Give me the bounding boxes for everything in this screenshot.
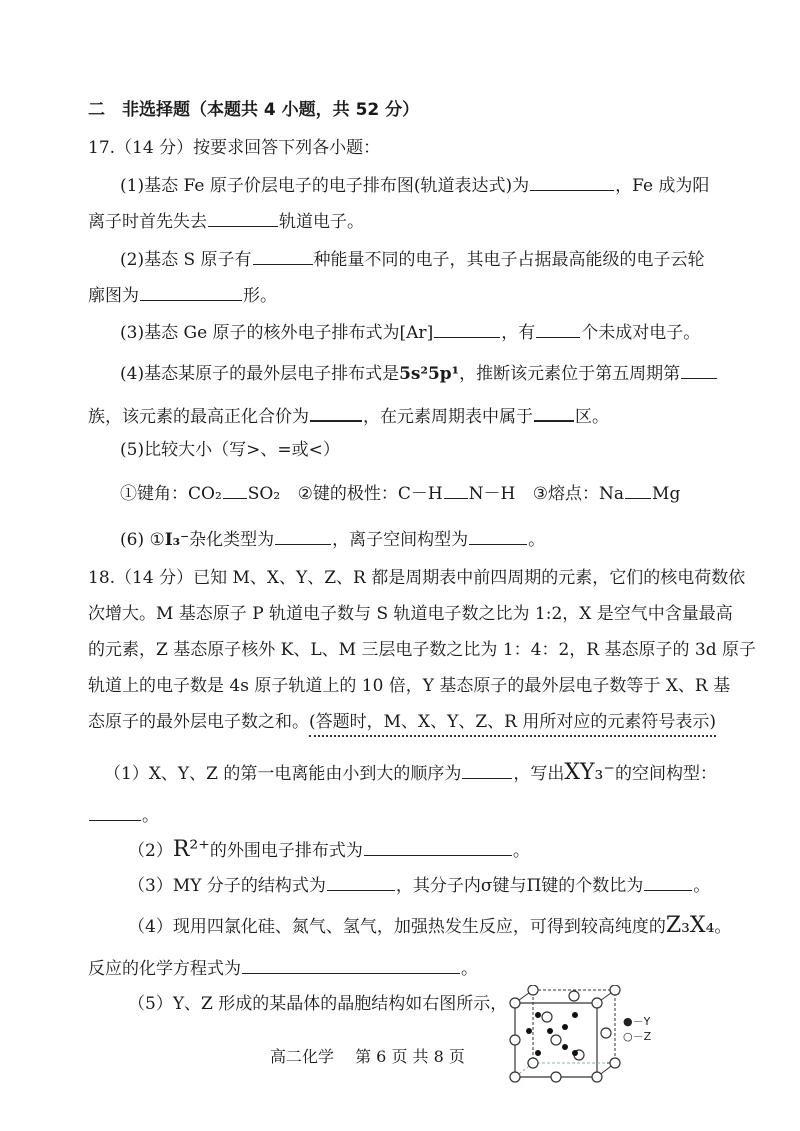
q18-sub1-line1: （1）X、Y、Z 的第一电离能由小到大的顺序为 ，写出XY₃⁻的空间构型： (104, 760, 717, 785)
answer-blank[interactable] (275, 526, 331, 545)
y-atom (562, 1024, 568, 1030)
answer-blank[interactable] (242, 955, 460, 974)
y-atom (535, 1012, 541, 1018)
z-atom (510, 998, 520, 1008)
q17-part3: (3)基态 Ge 原子的核外电子排布式为[Ar] ，有 个未成对电子。 (120, 319, 700, 345)
section-title: 二 非选择题（本题共 4 小题，共 52 分） (88, 100, 420, 120)
answer-blank[interactable] (681, 360, 717, 379)
q18-line2: 次增大。M 基态原子 P 轨道电子数与 S 轨道电子数之比为 1:2，X 是空气中含量最高 (88, 604, 733, 624)
z-atom (510, 1072, 520, 1082)
answer-blank[interactable] (364, 837, 512, 856)
answer-blank[interactable] (223, 480, 247, 499)
answer-blank[interactable] (444, 480, 468, 499)
answer-blank[interactable] (644, 872, 692, 891)
legend-y: ●－Y (623, 1015, 651, 1028)
z-atom (569, 991, 579, 1001)
q18-sub4-line1: （4）现用四氯化硅、氮气、氢气，加强热发生反应，可得到较高纯度的Z₃X₄。 (128, 913, 732, 938)
q17-part5-items: ①键角：CO₂ SO₂ ②键的极性：C－H N－H ③熔点：Na Mg (120, 480, 680, 506)
z-atom (528, 1058, 538, 1068)
z-atom (592, 998, 602, 1008)
answer-blank[interactable] (469, 526, 527, 545)
q18-line5: 态原子的最外层电子数之和。(答题时，M、X、Y、Z、R 用所对应的元素符号表示) (88, 710, 716, 734)
answer-blank[interactable] (434, 319, 500, 338)
q17-part6: (6) ①I₃⁻杂化类型为 ，离子空间构型为 。 (120, 526, 545, 552)
q17-part1-line2: 离子时首先失去 轨道电子。 (88, 208, 364, 234)
q17-part4-line1: (4)基态某原子的最外层电子排布式是5s²5p¹，推断该元素位于第五周期第 (120, 360, 718, 386)
y-atom (535, 1050, 541, 1056)
y-atom (562, 1044, 568, 1050)
emphasized-note: (答题时，M、X、Y、Z、R 用所对应的元素符号表示) (309, 712, 716, 737)
answer-blank[interactable] (140, 282, 242, 301)
z-atom (610, 985, 620, 995)
q17-part4-line2: 族，该元素的最高正化合价为 ，在元素周期表中属于 区。 (88, 402, 609, 429)
legend-z: ○－Z (623, 1030, 652, 1043)
answer-blank[interactable] (89, 802, 141, 821)
q17-part2-line1: (2)基态 S 原子有 种能量不同的电子，其电子占据最高能级的电子云轮 (120, 246, 705, 272)
answer-blank[interactable] (534, 402, 574, 422)
unit-cell-diagram (505, 985, 665, 1085)
z-atom (551, 1035, 561, 1045)
answer-blank[interactable] (625, 480, 651, 499)
answer-blank[interactable] (536, 319, 580, 338)
y-atom (526, 1028, 532, 1034)
q17-header: 17.（14 分）按要求回答下列各小题： (88, 138, 381, 158)
q18-sub3: （3）MY 分子的结构式为 ，其分子内σ键与Π键的个数比为 。 (128, 872, 710, 898)
answer-blank[interactable] (462, 760, 512, 779)
answer-blank[interactable] (310, 402, 362, 422)
z-atom (528, 985, 538, 995)
answer-blank[interactable] (253, 246, 313, 265)
y-atom (572, 1050, 578, 1056)
z-atom (601, 1028, 611, 1038)
answer-blank[interactable] (530, 172, 614, 191)
page-footer: 高二化学 第 6 页 共 8 页 (270, 1047, 465, 1066)
q18-sub5: （5）Y、Z 形成的某晶体的晶胞结构如右图所示， (128, 994, 508, 1014)
y-atom (572, 1012, 578, 1018)
z-atom (610, 1058, 620, 1068)
q17-part5-prompt: (5)比较大小（写>、=或<） (120, 440, 340, 460)
q18-line4: 轨道上的电子数是 4s 原子轨道上的 10 倍，Y 基态原子的最外层电子数等于 X、R 基 (88, 676, 731, 696)
q18-sub2: （2）R²⁺的外围电子排布式为 。 (128, 837, 530, 862)
answer-blank[interactable] (208, 208, 278, 227)
z-atom (551, 1072, 561, 1082)
q18-line1: 18.（14 分）已知 M、X、Y、Z、R 都是周期表中前四周期的元素，它们的核电荷数依 (88, 568, 746, 588)
q17-part1-line1: (1)基态 Fe 原子价层电子的电子排布图(轨道表达式)为 ，Fe 成为阳 (120, 172, 709, 198)
y-atom (547, 1028, 553, 1034)
q18-sub1-line2: 。 (88, 802, 159, 828)
q18-sub4-line2: 反应的化学方程式为 。 (88, 955, 478, 981)
electron-config-formula: 5s²5p¹ (399, 364, 460, 384)
q17-part2-line2: 廓图为 形。 (88, 282, 277, 308)
answer-blank[interactable] (327, 872, 395, 891)
q18-line3: 的元素，Z 基态原子核外 K、L、M 三层电子数之比为 1：4：2，R 基态原子的 3d 原子 (88, 640, 756, 660)
z-atom (510, 1035, 520, 1045)
z-atom (592, 1072, 602, 1082)
z-atom (542, 1012, 552, 1022)
